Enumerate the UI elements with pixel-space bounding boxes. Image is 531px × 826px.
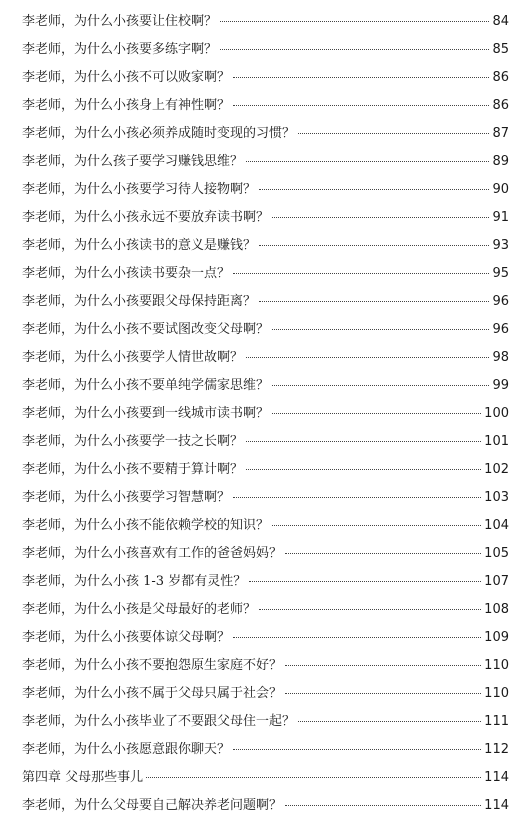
toc-page-number: 111: [484, 714, 509, 729]
toc-page-number: 114: [484, 770, 509, 785]
toc-page-number: 110: [484, 686, 509, 701]
toc-entry-title: 李老师，为什么小孩不能依赖学校的知识？: [22, 518, 270, 533]
toc-entry[interactable]: [22, 148, 509, 176]
toc-page-number: 107: [484, 574, 509, 589]
toc-entry-title: 李老师，为什么小孩要学人情世故啊？: [22, 350, 244, 365]
table-of-contents: [22, 8, 509, 820]
toc-entry[interactable]: [22, 792, 509, 820]
toc-entry[interactable]: [22, 568, 509, 596]
toc-entry-title: 李老师，为什么小孩不要抱怨原生家庭不好？: [22, 658, 283, 673]
dot-leader: [272, 319, 489, 330]
toc-page-number: 104: [484, 518, 509, 533]
toc-page-number: 100: [484, 406, 509, 421]
toc-entry-title: 第四章 父母那些事儿: [22, 770, 144, 785]
toc-chapter-heading[interactable]: [22, 764, 509, 792]
toc-entry[interactable]: [22, 652, 509, 680]
toc-entry[interactable]: [22, 736, 509, 764]
toc-entry[interactable]: [22, 176, 509, 204]
dot-leader: [233, 263, 489, 274]
dot-leader: [259, 291, 489, 302]
toc-page-number: 90: [492, 182, 509, 197]
dot-leader: [272, 515, 481, 526]
toc-entry[interactable]: [22, 484, 509, 512]
toc-page-number: 114: [484, 798, 509, 813]
toc-entry[interactable]: [22, 8, 509, 36]
dot-leader: [272, 403, 481, 414]
toc-entry[interactable]: [22, 708, 509, 736]
toc-entry-title: 李老师，为什么小孩要学习智慧啊？: [22, 490, 231, 505]
toc-entry-title: 李老师，为什么小孩不要试图改变父母啊？: [22, 322, 270, 337]
dot-leader: [233, 627, 481, 638]
toc-entry[interactable]: [22, 232, 509, 260]
toc-entry-title: 李老师，为什么小孩要跟父母保持距离？: [22, 294, 257, 309]
dot-leader: [259, 599, 481, 610]
dot-leader: [285, 683, 481, 694]
toc-entry-title: 李老师，为什么小孩要学习待人接物啊？: [22, 182, 257, 197]
toc-page-number: 101: [484, 434, 509, 449]
toc-entry[interactable]: [22, 204, 509, 232]
dot-leader: [285, 795, 481, 806]
dot-leader: [220, 39, 489, 50]
toc-page-number: 112: [484, 742, 509, 757]
toc-entry-title: 李老师，为什么小孩要让住校啊？: [22, 14, 218, 29]
toc-entry-title: 李老师，为什么小孩要到一线城市读书啊？: [22, 406, 270, 421]
dot-leader: [298, 123, 489, 134]
toc-entry[interactable]: [22, 680, 509, 708]
toc-page-number: 108: [484, 602, 509, 617]
toc-entry[interactable]: [22, 540, 509, 568]
dot-leader: [249, 571, 481, 582]
toc-page-number: 96: [492, 294, 509, 309]
toc-page-number: 93: [492, 238, 509, 253]
dot-leader: [246, 347, 489, 358]
toc-entry-title: 李老师，为什么小孩要多练字啊？: [22, 42, 218, 57]
toc-entry[interactable]: [22, 288, 509, 316]
dot-leader: [246, 459, 481, 470]
dot-leader: [259, 179, 489, 190]
toc-entry[interactable]: [22, 316, 509, 344]
dot-leader: [246, 431, 481, 442]
toc-entry-title: 李老师，为什么小孩要体谅父母啊？: [22, 630, 231, 645]
toc-page-number: 96: [492, 322, 509, 337]
toc-entry-title: 李老师，为什么小孩 1-3 岁都有灵性？: [22, 574, 247, 589]
toc-page-number: 103: [484, 490, 509, 505]
toc-entry-title: 李老师，为什么小孩毕业了不要跟父母住一起？: [22, 714, 296, 729]
toc-page-number: 102: [484, 462, 509, 477]
dot-leader: [233, 739, 481, 750]
toc-page-number: 109: [484, 630, 509, 645]
dot-leader: [233, 67, 489, 78]
toc-entry-title: 李老师，为什么小孩不要精于算计啊？: [22, 462, 244, 477]
toc-page-number: 84: [492, 14, 509, 29]
toc-entry-title: 李老师，为什么小孩必须养成随时变现的习惯？: [22, 126, 296, 141]
dot-leader: [285, 543, 481, 554]
toc-entry[interactable]: [22, 36, 509, 64]
toc-entry[interactable]: [22, 64, 509, 92]
toc-page-number: 86: [492, 70, 509, 85]
toc-entry-title: 李老师，为什么父母要自己解决养老问题啊？: [22, 798, 283, 813]
toc-page-number: 110: [484, 658, 509, 673]
toc-entry[interactable]: [22, 624, 509, 652]
toc-entry-title: 李老师，为什么小孩不要单纯学儒家思维？: [22, 378, 270, 393]
toc-page-number: 86: [492, 98, 509, 113]
toc-entry-title: 李老师，为什么小孩永远不要放弃读书啊？: [22, 210, 270, 225]
dot-leader: [246, 151, 489, 162]
toc-entry[interactable]: [22, 120, 509, 148]
toc-entry[interactable]: [22, 428, 509, 456]
toc-entry-title: 李老师，为什么小孩读书要杂一点？: [22, 266, 231, 281]
toc-page-number: 95: [492, 266, 509, 281]
toc-page-number: 98: [492, 350, 509, 365]
toc-entry-title: 李老师，为什么小孩要学一技之长啊？: [22, 434, 244, 449]
dot-leader: [259, 235, 489, 246]
toc-entry-title: 李老师，为什么小孩身上有神性啊？: [22, 98, 231, 113]
toc-entry[interactable]: [22, 260, 509, 288]
dot-leader: [233, 487, 481, 498]
toc-entry-title: 李老师，为什么小孩读书的意义是赚钱？: [22, 238, 257, 253]
dot-leader: [146, 767, 481, 778]
toc-page-number: 91: [492, 210, 509, 225]
toc-entry[interactable]: [22, 92, 509, 120]
toc-page-number: 87: [492, 126, 509, 141]
toc-entry[interactable]: [22, 596, 509, 624]
toc-page-number: 105: [484, 546, 509, 561]
dot-leader: [272, 375, 489, 386]
toc-entry[interactable]: [22, 400, 509, 428]
dot-leader: [272, 207, 489, 218]
toc-entry[interactable]: [22, 344, 509, 372]
toc-entry[interactable]: [22, 512, 509, 540]
toc-entry-title: 李老师，为什么孩子要学习赚钱思维？: [22, 154, 244, 169]
toc-entry-title: 李老师，为什么小孩喜欢有工作的爸爸妈妈？: [22, 546, 283, 561]
toc-entry-title: 李老师，为什么小孩愿意跟你聊天？: [22, 742, 231, 757]
toc-entry-title: 李老师，为什么小孩不可以败家啊？: [22, 70, 231, 85]
toc-entry-title: 李老师，为什么小孩不属于父母只属于社会？: [22, 686, 283, 701]
dot-leader: [285, 655, 481, 666]
dot-leader: [233, 95, 489, 106]
toc-entry-title: 李老师，为什么小孩是父母最好的老师？: [22, 602, 257, 617]
toc-entry[interactable]: [22, 456, 509, 484]
toc-page-number: 85: [492, 42, 509, 57]
dot-leader: [298, 711, 481, 722]
toc-page-number: 99: [492, 378, 509, 393]
toc-entry[interactable]: [22, 372, 509, 400]
toc-page-number: 89: [492, 154, 509, 169]
dot-leader: [220, 11, 489, 22]
